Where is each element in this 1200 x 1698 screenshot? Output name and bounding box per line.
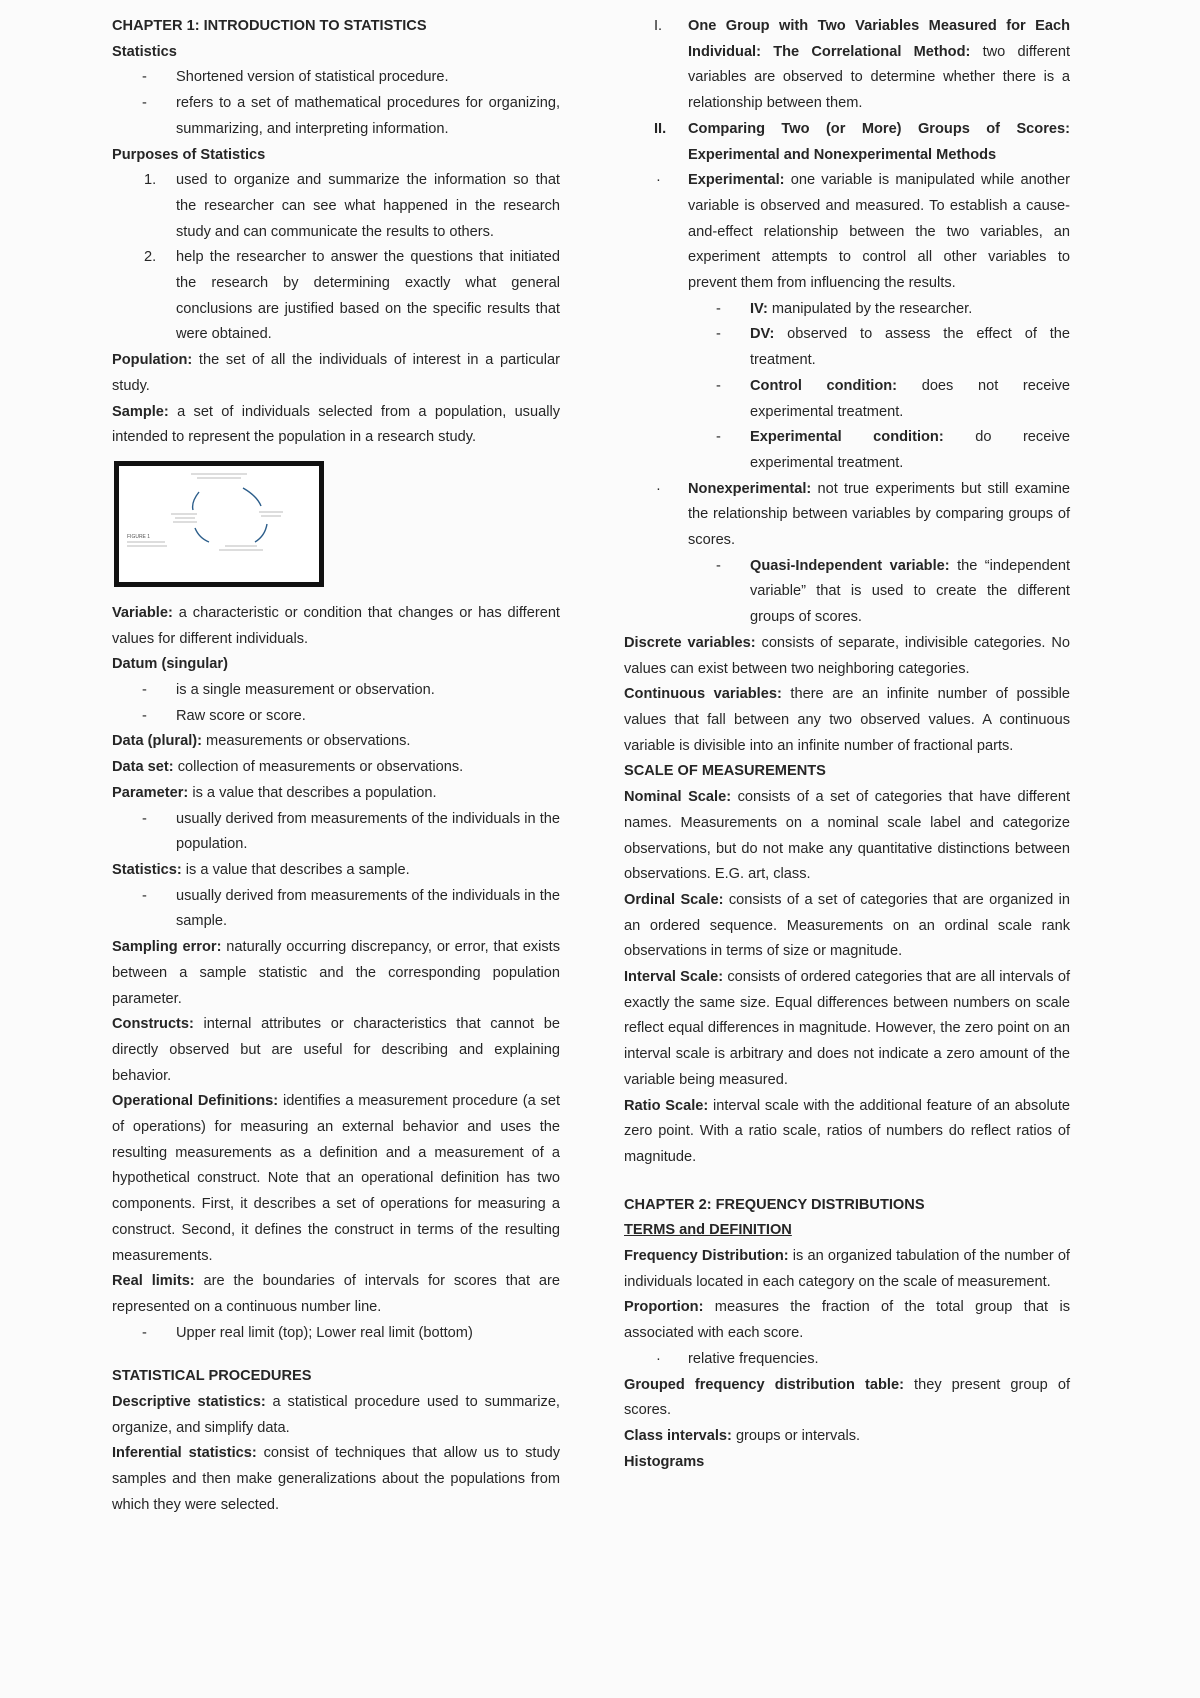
- list-item: II. Comparing Two (or More) Groups of Scores: Experimental and Nonexperimental Methods: [654, 120, 1070, 163]
- grouped-definition: Grouped frequency distribution table: they present group of scores.: [624, 1376, 1071, 1419]
- list-item: · Experimental: one variable is manipulated while another variable is observed and measured. To establish a cause-and-effect relationship between the two variables, an experiment attempts to control all other variables to prevent them from influencing the results.: [656, 172, 1070, 292]
- list-item: · relative frequencies.: [656, 1350, 819, 1367]
- list-item: - Shortened version of statistical procedure.: [112, 65, 560, 91]
- dash-marker: -: [142, 69, 147, 86]
- list-item: - Experimental condition: do receive experimental treatment.: [716, 429, 1070, 471]
- cycle-diagram: [119, 466, 319, 582]
- proportion-definition: Proportion: measures the fraction of the total group that is associated with each score.: [624, 1299, 1070, 1342]
- variable-definition: Variable: a characteristic or condition that changes or has different values for different individuals.: [112, 604, 560, 647]
- descriptive-definition: Descriptive statistics: a statistical procedure used to summarize, organize, and simplify data.: [112, 1394, 560, 1436]
- chapter1-title: CHAPTER 1: INTRODUCTION TO STATISTICS: [112, 18, 427, 34]
- list-item: · Nonexperimental: not true experiments but still examine the relationship between variables by comparing groups of scores.: [656, 480, 1070, 549]
- statistic-definition: Statistics: is a value that describes a sample.: [112, 861, 410, 878]
- population-definition: Population: the set of all the individuals of interest in a particular study.: [112, 352, 560, 394]
- continuous-definition: Continuous variables: there are an infinite number of possible values that fall between any two observed values. A continuous variable is divisible into an infinite number of fractional parts.: [624, 686, 1070, 754]
- list-item: - Quasi-Independent variable: the “independent variable” that is used to create the different groups of scores.: [716, 557, 1071, 626]
- nominal-definition: Nominal Scale: consists of a set of categories that have different names. Measurements on a nominal scale label and categorize observations, but do not make any quantitative distinctions between observations. E.G. art, class.: [624, 789, 1070, 883]
- ratio-definition: Ratio Scale: interval scale with the additional feature of an absolute zero point. With a ratio scale, ratios of numbers do reflect ratios of magnitude.: [624, 1097, 1070, 1165]
- class-intervals-definition: Class intervals: groups or intervals.: [624, 1427, 861, 1444]
- inferential-definition: Inferential statistics: consist of techniques that allow us to study samples and then make generalizations about the populations from which they were selected.: [112, 1445, 560, 1513]
- discrete-definition: Discrete variables: consists of separate, indivisible categories. No values can exist between two neighboring categories.: [624, 634, 1070, 677]
- list-item: - refers to a set of mathematical procedures for organizing, summarizing, and interpreting information.: [112, 91, 560, 142]
- parameter-definition: Parameter: is a value that describes a population.: [112, 784, 437, 801]
- real-limits-definition: Real limits: are the boundaries of intervals for scores that are represented on a continuous number line.: [112, 1273, 561, 1315]
- ordinal-definition: Ordinal Scale: consists of a set of categories that are organized in an ordered sequence. Measurements on an ordinal scale rank observations in terms of size or magnitude.: [624, 891, 1070, 960]
- interval-definition: Interval Scale: consists of ordered categories that are all intervals of exactly the same size. Equal differences between numbers on scale reflect equal differences in magnitude. However, the zero point on an interval scale is arbitrary and does not indicate a zero amount of the variable being measured.: [624, 969, 1071, 1088]
- purposes-heading: Purposes of Statistics: [112, 146, 266, 163]
- sample-definition: Sample: a set of individuals selected from a population, usually intended to represent the population in a research study.: [112, 403, 560, 446]
- list-item: - usually derived from measurements of the individuals in the population.: [142, 810, 560, 853]
- list-item: - Raw score or score.: [142, 707, 306, 724]
- histograms-heading: Histograms: [624, 1453, 705, 1470]
- frequency-distribution-definition: Frequency Distribution: is an organized tabulation of the number of individuals located in each category on the scale of measurement.: [624, 1248, 1070, 1290]
- figure-label: FIGURE 1: [127, 533, 151, 540]
- list-item: I. One Group with Two Variables Measured for Each Individual: The Correlational Method: two different variables are observed to determine whether there is a relationship between them.: [654, 18, 1070, 112]
- list-item: - Upper real limit (top); Lower real limit (bottom): [142, 1324, 473, 1341]
- operational-definition: Operational Definitions: identifies a measurement procedure (a set of operations) for measuring an external behavior and uses the resulting measurements as a definition and a measurement of a hypothetical construct. Note that an operational definition has two components. First, it describes a set of operations for measuring a construct. Second, it defines the construct in terms of the resulting measurements.: [112, 1093, 560, 1264]
- list-item: 1. used to organize and summarize the information so that the researcher can see what happened in the research study and can communicate the results to others.: [144, 172, 560, 240]
- chapter2-title: CHAPTER 2: FREQUENCY DISTRIBUTIONS: [624, 1196, 925, 1213]
- datum-heading: Datum (singular): [112, 656, 228, 673]
- terms-heading: TERMS and DEFINITION: [624, 1222, 792, 1239]
- list-item: - Control condition: does not receive experimental treatment.: [716, 377, 1070, 420]
- right-column: [624, 14, 1070, 1475]
- data-definition: Data (plural): measurements or observations.: [112, 733, 411, 750]
- list-item: - DV: observed to assess the effect of the treatment.: [716, 326, 1070, 369]
- left-column: [112, 14, 560, 1519]
- sampling-error-definition: Sampling error: naturally occurring discrepancy, or error, that exists between a sample statistic and the corresponding population parameter.: [112, 939, 560, 1007]
- constructs-definition: Constructs: internal attributes or characteristics that cannot be directly observed but are useful for describing and explaining behavior.: [112, 1016, 560, 1084]
- list-item: - is a single measurement or observation.: [142, 682, 435, 699]
- dash-marker: -: [142, 95, 147, 112]
- list-item: 2. help the researcher to answer the questions that initiated the research by determining exactly what general conclusions are justified based on the specific results that were obtained.: [144, 249, 560, 343]
- list-item: - IV: manipulated by the researcher.: [716, 300, 973, 317]
- statistics-heading: Statistics: [112, 43, 177, 60]
- scale-heading: SCALE OF MEASUREMENTS: [624, 763, 826, 780]
- dataset-definition: Data set: collection of measurements or observations.: [112, 759, 464, 776]
- research-cycle-figure: [114, 461, 324, 587]
- procedures-heading: STATISTICAL PROCEDURES: [112, 1368, 312, 1385]
- list-item: - usually derived from measurements of the individuals in the sample.: [142, 887, 560, 930]
